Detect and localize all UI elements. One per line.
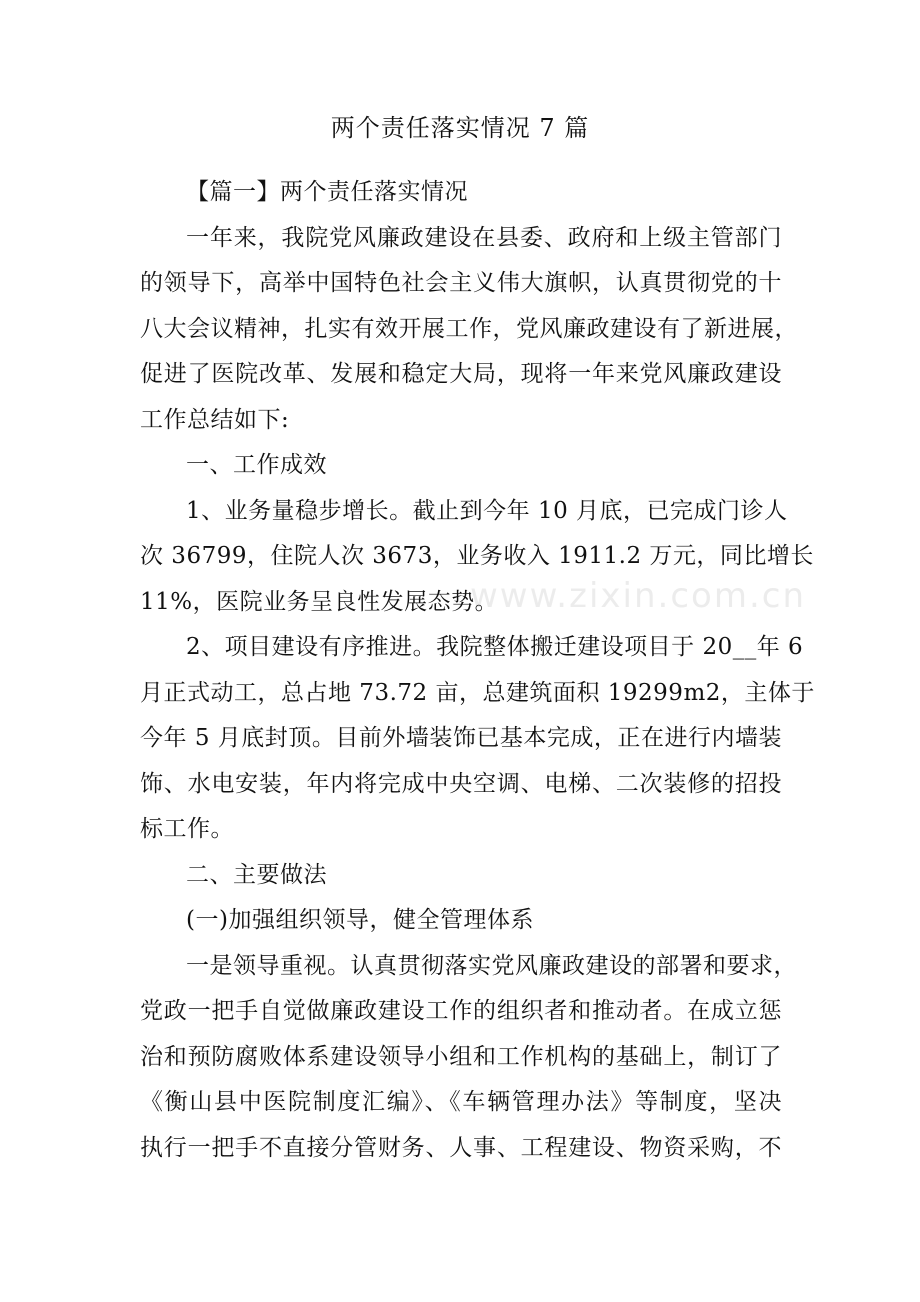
paragraph-line: 八大会议精神，扎实有效开展工作，党风廉政建设有了新进展， (140, 315, 798, 342)
paragraph-line: 的领导下，高举中国特色社会主义伟大旗帜，认真贯彻党的十 (140, 270, 782, 296)
paragraph-line: 党政一把手自觉做廉政建设工作的组织者和推动者。在成立惩 (140, 998, 782, 1024)
paragraph-line: 1、业务量稳步增长。截止到今年 10 月底，已完成门诊人 (186, 497, 788, 524)
paragraph-line: 11%，医院业务呈良性发展态势。 (140, 588, 499, 615)
section-heading: 二、主要做法 (186, 861, 327, 888)
subsection-heading: (一)加强组织领导，健全管理体系 (186, 907, 534, 933)
section-heading: 【篇一】两个责任落实情况 (186, 179, 468, 205)
paragraph-line: 今年 5 月底封顶。目前外墙装饰已基本完成，正在进行内墙装 (140, 725, 782, 751)
paragraph-line: 工作总结如下: (140, 406, 290, 433)
paragraph-line: 标工作。 (140, 816, 234, 842)
watermark: www.zixin.com.cn (470, 576, 806, 616)
paragraph-line: 一年来，我院党风廉政建设在县委、政府和上级主管部门 (186, 224, 782, 251)
paragraph-line: 执行一把手不直接分管财务、人事、工程建设、物资采购，不 (140, 1134, 782, 1161)
paragraph-line: 2、项目建设有序推进。我院整体搬迁建设项目于 20__年 6 (186, 634, 804, 660)
document-title: 两个责任落实情况 7 篇 (330, 114, 590, 142)
paragraph-line: 治和预防腐败体系建设领导小组和工作机构的基础上，制订了 (140, 1043, 782, 1070)
paragraph-line: 促进了医院改革、发展和稳定大局，现将一年来党风廉政建设 (140, 361, 782, 387)
paragraph-line: 月正式动工，总占地 73.72 亩，总建筑面积 19299m2，主体于 (140, 679, 815, 706)
document-body (140, 170, 815, 1171)
paragraph-line: 《衡山县中医院制度汇编》、《车辆管理办法》等制度，坚决 (140, 1089, 782, 1115)
section-heading: 一、工作成效 (186, 452, 327, 478)
paragraph-line: 饰、水电安装，年内将完成中央空调、电梯、二次装修的招投 (140, 770, 782, 797)
paragraph-line: 次 36799，住院人次 3673，业务收入 1911.2 万元，同比增长 (140, 543, 814, 569)
paragraph-line: 一是领导重视。认真贯彻落实党风廉政建设的部署和要求， (186, 952, 797, 979)
